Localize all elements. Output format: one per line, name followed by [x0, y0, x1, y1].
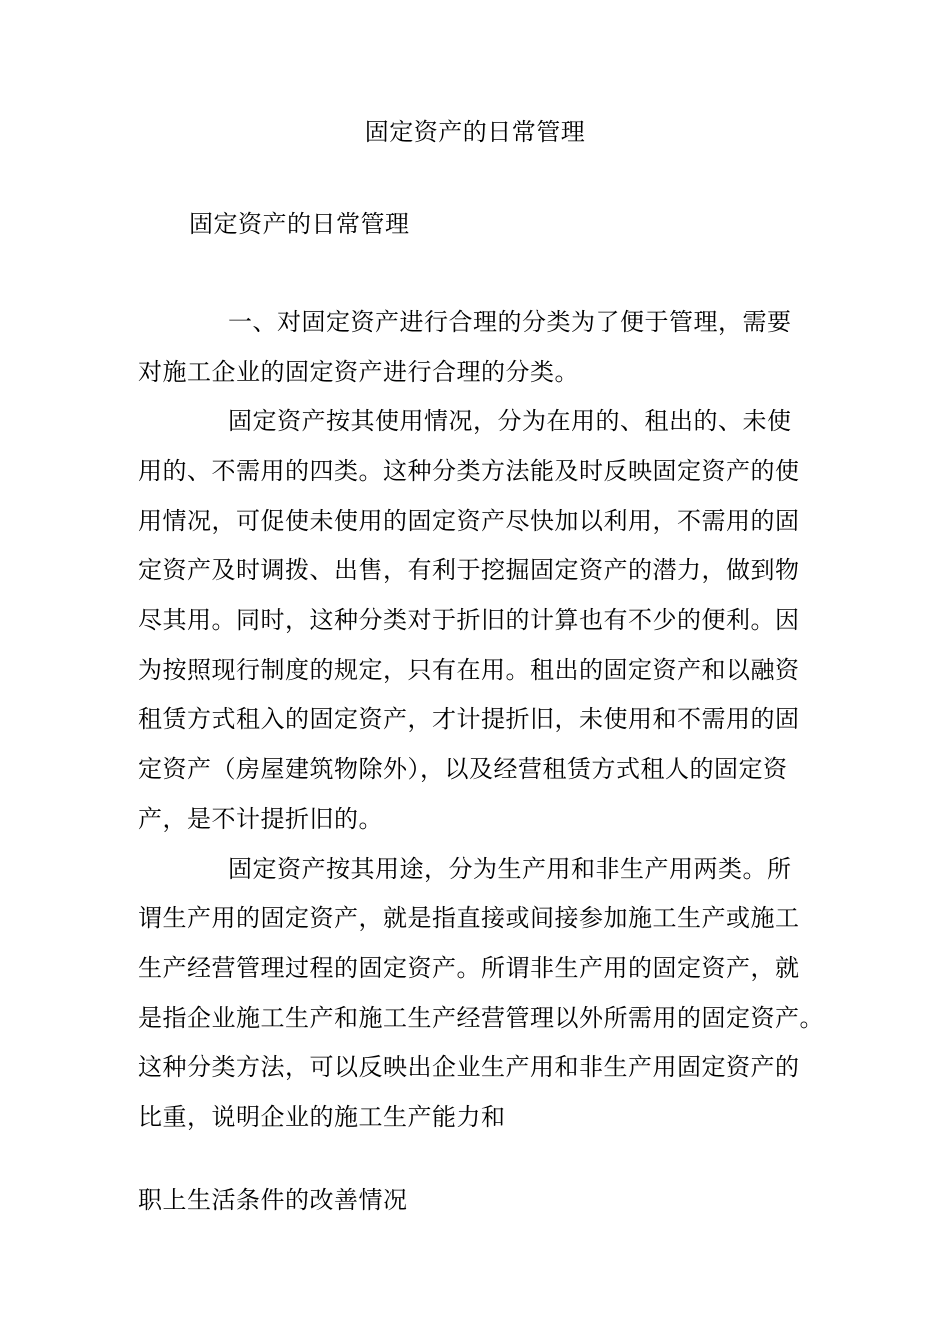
paragraph-line: 比重，说明企业的施工生产能力和: [138, 1103, 506, 1131]
paragraph-line: 固定资产按其使用情况，分为在用的、租出的、未使: [228, 407, 792, 435]
paragraph-line: 定资产及时调拨、出售，有利于挖掘固定资产的潜力，做到物: [138, 556, 800, 584]
paragraph-line: 是指企业施工生产和施工生产经营管理以外所需用的固定资产。: [138, 1004, 824, 1032]
paragraph-line: 谓生产用的固定资产，就是指直接或间接参加施工生产或施工: [138, 904, 800, 932]
paragraph-line: 生产经营管理过程的固定资产。所谓非生产用的固定资产，就: [138, 954, 800, 982]
paragraph-line: 固定资产按其用途，分为生产用和非生产用两类。所: [228, 855, 792, 883]
paragraph-line: 用的、不需用的四类。这种分类方法能及时反映固定资产的使: [138, 457, 800, 485]
paragraph-line: 租赁方式租入的固定资产，才计提折旧，未使用和不需用的固: [138, 705, 800, 733]
paragraph-line: 定资产（房屋建筑物除外），以及经营租赁方式租人的固定资: [138, 755, 788, 783]
paragraph-line: 为按照现行制度的规定，只有在用。租出的固定资产和以融资: [138, 656, 800, 684]
paragraph-line: 用情况，可促使未使用的固定资产尽快加以利用，不需用的固: [138, 507, 800, 535]
paragraph-line: 这种分类方法，可以反映出企业生产用和非生产用固定资产的: [138, 1053, 800, 1081]
paragraph-line: 对施工企业的固定资产进行合理的分类。: [138, 358, 579, 386]
paragraph-line: 产，是不计提折旧的。: [138, 805, 383, 833]
paragraph-line: 尽其用。同时，这种分类对于折旧的计算也有不少的便利。因: [138, 606, 800, 634]
paragraph-line: 职上生活条件的改善情况: [138, 1186, 408, 1214]
document-title: 固定资产的日常管理: [364, 118, 586, 146]
document-subtitle: 固定资产的日常管理: [189, 210, 410, 238]
paragraph-line: 一、对固定资产进行合理的分类为了便于管理，需要: [228, 308, 792, 336]
